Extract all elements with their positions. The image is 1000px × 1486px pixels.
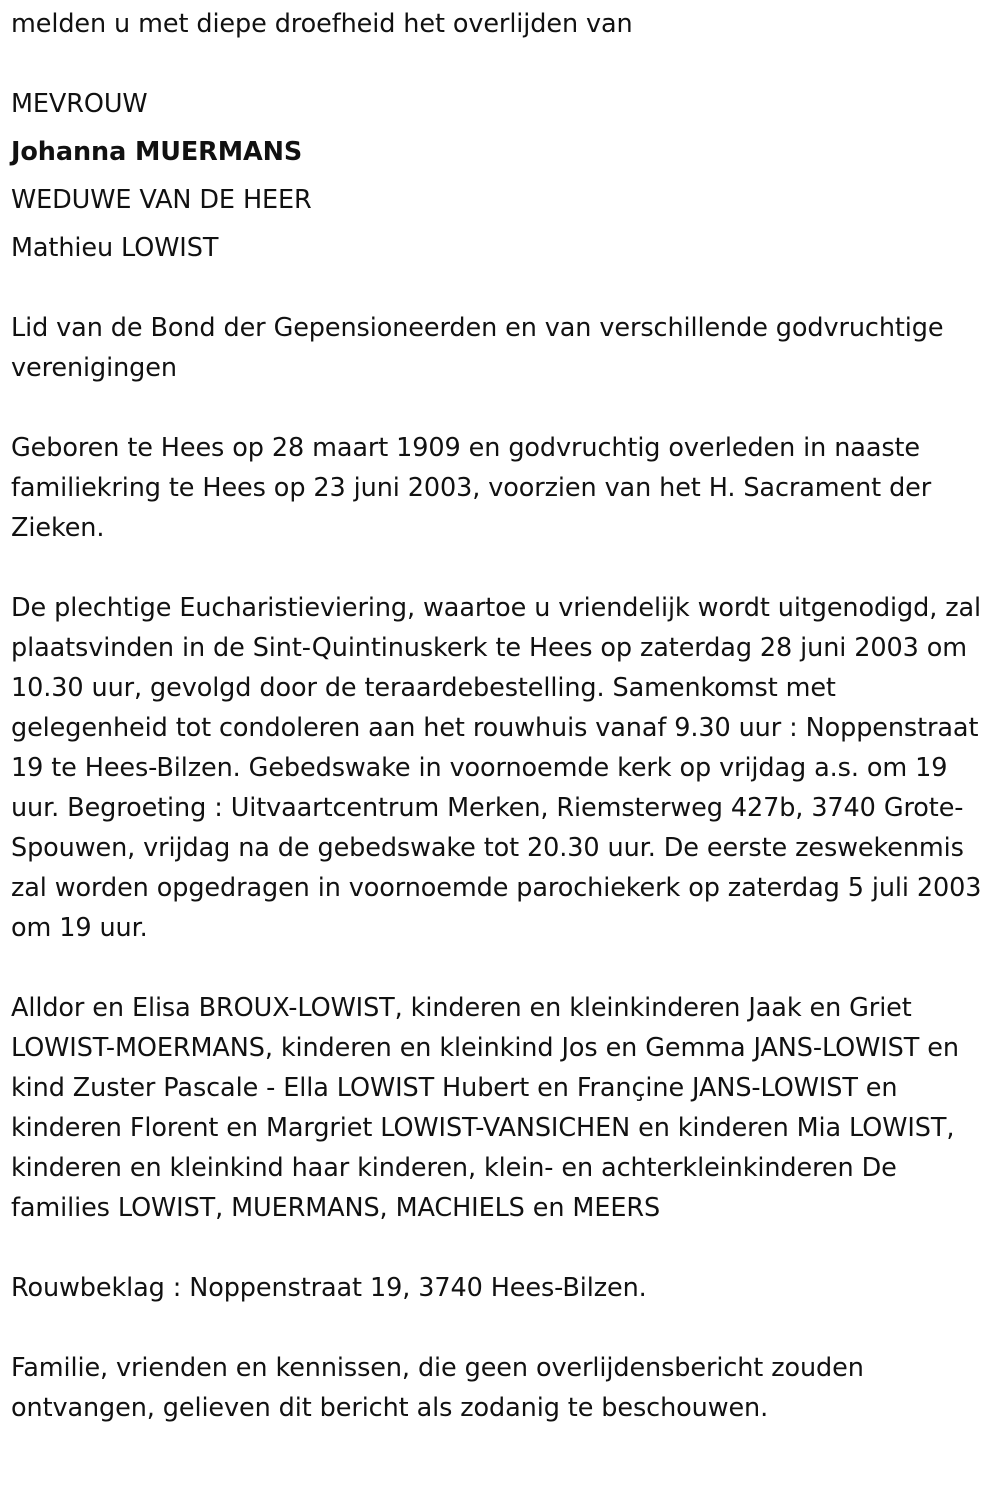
salutation: MEVROUW: [11, 89, 148, 119]
membership-paragraph: Lid van de Bond der Gepensioneerden en van verschillende godvruchtige verenigingen: [11, 313, 944, 383]
family-paragraph: Alldor en Elisa BROUX-LOWIST, kinderen en kleinkinderen Jaak en Griet LOWIST-MOERMANS, kinderen en kleinkind Jos en Gemma JANS-LOWIST en kind Zuster Pascale - Ella LOWIST Hubert en Françine JANS-LOWIST en kinderen Florent en Margriet LOWIST-VANSICHEN en kinderen Mia LOWIST, kinderen en kleinkind haar kinderen, klein- en achterkleinkinderen De families LOWIST, MUERMANS, MACHIELS en MEERS: [11, 993, 959, 1223]
condolence-address: Rouwbeklag : Noppenstraat 19, 3740 Hees-Bilzen.: [11, 1273, 647, 1303]
closing-paragraph: Familie, vrienden en kennissen, die geen overlijdensbericht zouden ontvangen, gelieven dit bericht als zodanig te beschouwen.: [11, 1353, 864, 1423]
deceased-name: Johanna MUERMANS: [11, 137, 303, 167]
obituary-document: [11, 4, 995, 1428]
birth-death-paragraph: Geboren te Hees op 28 maart 1909 en godvruchtig overleden in naaste familiekring te Hees op 23 juni 2003, voorzien van het H. Sacrament der Zieken.: [11, 433, 932, 543]
ceremony-paragraph: De plechtige Eucharistieviering, waartoe u vriendelijk wordt uitgenodigd, zal plaatsvinden in de Sint-Quintinuskerk te Hees op zaterdag 28 juni 2003 om 10.30 uur, gevolgd door de teraardebestelling. Samenkomst met gelegenheid tot condoleren aan het rouwhuis vanaf 9.30 uur : Noppenstraat 19 te Hees-Bilzen. Gebedswake in voornoemde kerk op vrijdag a.s. om 19 uur. Begroeting : Uitvaartcentrum Merken, Riemsterweg 427b, 3740 Grote-Spouwen, vrijdag na de gebedswake tot 20.30 uur. De eerste zeswekenmis zal worden opgedragen in voornoemde parochiekerk op zaterdag 5 juli 2003 om 19 uur.: [11, 593, 982, 943]
intro-text: melden u met diepe droefheid het overlijden van: [11, 9, 633, 39]
husband-name: Mathieu LOWIST: [11, 233, 219, 263]
widow-of-label: WEDUWE VAN DE HEER: [11, 185, 312, 215]
